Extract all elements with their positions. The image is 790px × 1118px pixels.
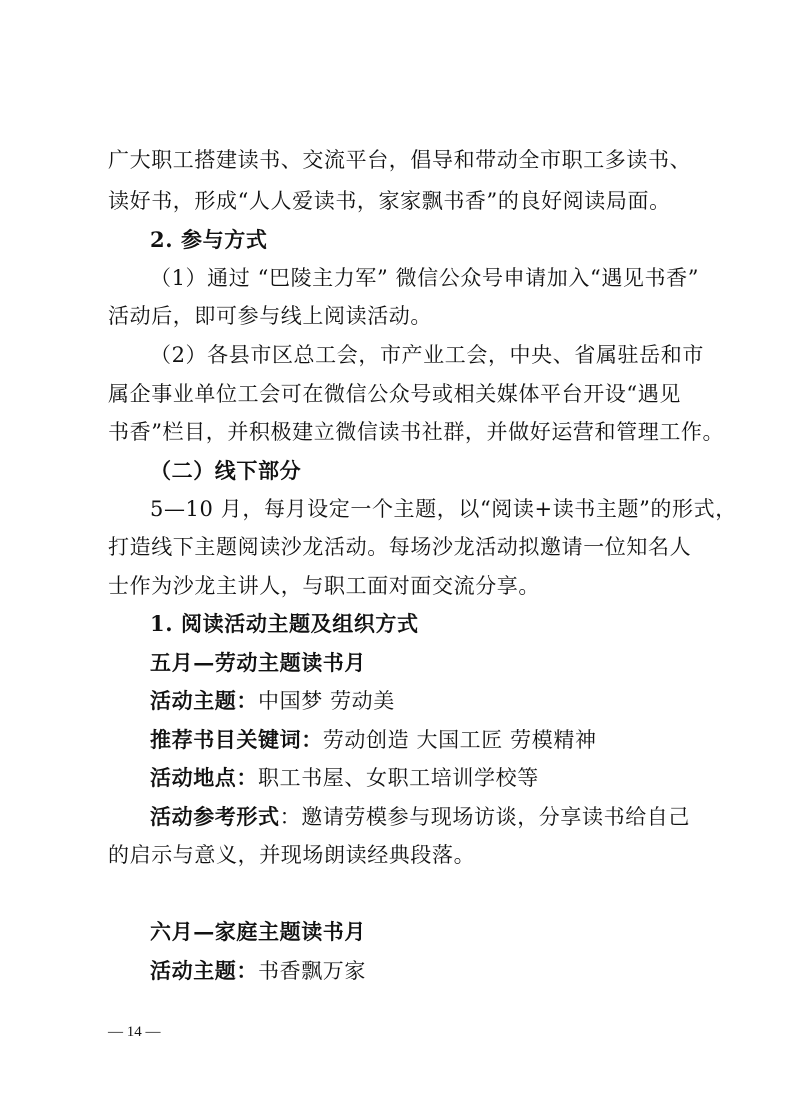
body-text-line: 属企事业单位工会可在微信公众号或相关媒体平台开设“遇见 xyxy=(108,382,681,406)
field-value: 劳动创造 大国工匠 劳模精神 xyxy=(322,728,597,752)
month-heading: 六月—家庭主题读书月 xyxy=(150,919,366,944)
body-text-line: 的启示与意义，并现场朗读经典段落。 xyxy=(108,843,476,867)
may-venue-line xyxy=(150,764,698,792)
body-text-line: 读好书，形成“人人爱读书，家家飘书香”的良好阅读局面。 xyxy=(108,189,671,213)
field-value: 职工书屋、女职工培训学校等 xyxy=(258,766,539,790)
body-text-line: （1）通过 “巴陵主力军” 微信公众号申请加入“遇见书香” xyxy=(150,266,700,290)
may-form-line xyxy=(150,803,698,831)
field-value: 书香飘万家 xyxy=(258,959,366,983)
body-text-line: 活动后，即可参与线上阅读活动。 xyxy=(108,304,432,328)
section-heading: 2. 参与方式 xyxy=(150,227,268,252)
field-label: 活动主题： xyxy=(150,688,258,713)
june-theme-line xyxy=(150,957,698,985)
field-label: 活动主题： xyxy=(150,958,258,983)
field-value: 中国梦 劳动美 xyxy=(258,689,395,713)
body-text-line: 广大职工搭建读书、交流平台，倡导和带动全市职工多读书、 xyxy=(108,148,692,172)
may-books-line xyxy=(150,726,698,754)
may-theme-line xyxy=(150,687,698,715)
body-text-line: 书香”栏目，并积极建立微信读书社群，并做好运营和管理工作。 xyxy=(108,420,725,444)
field-label: 活动参考形式 xyxy=(150,804,280,829)
subsection-heading: 1. 阅读活动主题及组织方式 xyxy=(150,611,419,636)
body-text-line: 士作为沙龙主讲人，与职工面对面交流分享。 xyxy=(108,574,540,598)
page-number: — 14 — xyxy=(108,1024,161,1040)
field-value: ：邀请劳模参与现场访谈，分享读书给自己 xyxy=(279,805,691,829)
body-text-line: 5—10 月，每月设定一个主题，以“阅读+读书主题”的形式， xyxy=(150,497,737,521)
month-heading: 五月—劳动主题读书月 xyxy=(150,650,366,675)
field-label: 活动地点： xyxy=(150,765,258,790)
section-heading: （二）线下部分 xyxy=(150,458,302,483)
field-label: 推荐书目关键词： xyxy=(150,727,323,752)
body-text-line: 打造线下主题阅读沙龙活动。每场沙龙活动拟邀请一位知名人 xyxy=(108,535,692,559)
body-text-line: （2）各县市区总工会，市产业工会，中央、省属驻岳和市 xyxy=(150,343,704,367)
